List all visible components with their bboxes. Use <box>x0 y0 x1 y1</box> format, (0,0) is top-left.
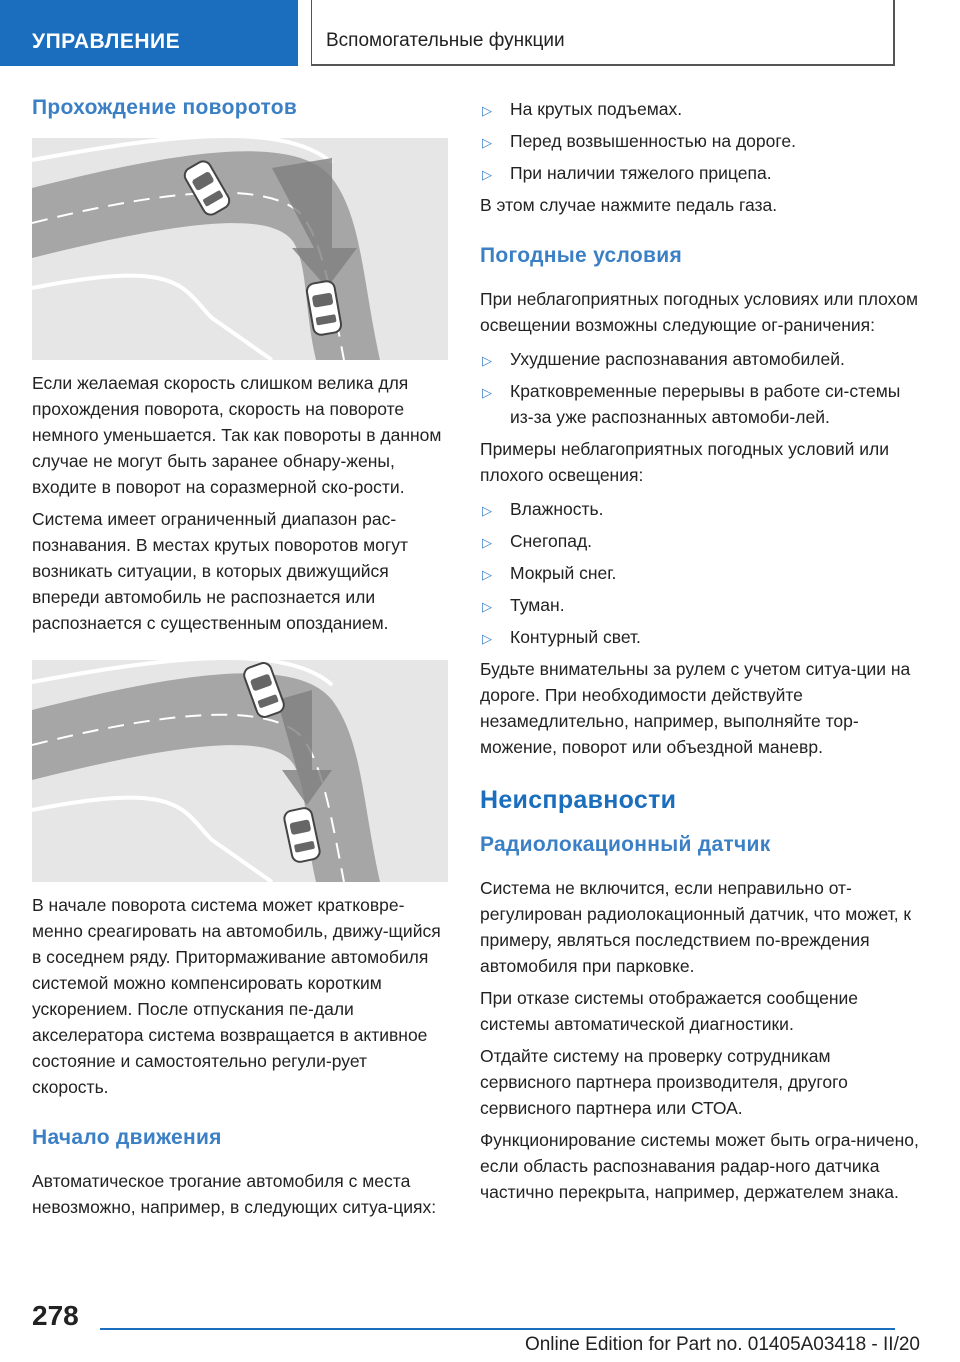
para-start: Автоматическое трогание автомобиля с места невозможно, например, в следующих ситуа-циях: <box>32 1171 437 1217</box>
page-header <box>0 0 960 66</box>
footer-divider <box>100 1328 895 1330</box>
list-weather-limits <box>480 346 920 430</box>
triangle-bullet-icon: ▷ <box>482 535 492 550</box>
triangle-bullet-icon: ▷ <box>482 135 492 150</box>
list-item: ▷ Мокрый снег. <box>480 560 920 586</box>
list-item: ▷ Влажность. <box>480 496 920 522</box>
para-curves-1: Если желаемая скорость слишком велика для прохождения поворота, скорость на повороте немного уменьшается. Так как повороты в данном случае не могут быть заранее обнару-жены, входите в поворот на соразмерной ско-рости. <box>32 373 442 497</box>
para-gas: В этом случае нажмите педаль газа. <box>480 195 778 215</box>
triangle-bullet-icon: ▷ <box>482 103 492 118</box>
list-item: ▷ Перед возвышенностью на дороге. <box>480 128 920 154</box>
triangle-bullet-icon: ▷ <box>482 599 492 614</box>
heading-start: Начало движения <box>32 1126 222 1149</box>
list-item: ▷ Контурный свет. <box>480 624 920 650</box>
right-column <box>480 96 920 1211</box>
para-examples: Примеры неблагоприятных погодных условий или плохого освещения: <box>480 439 890 485</box>
para-sensor-4: Функционирование системы может быть огра-ничено, если область распознавания радар-ного датчика частично перекрыта, например, держателем знака. <box>480 1130 919 1202</box>
para-sensor-2: При отказе системы отображается сообщение системы автоматической диагностики. <box>480 988 859 1034</box>
triangle-bullet-icon: ▷ <box>482 353 492 368</box>
para-attention: Будьте внимательны за рулем с учетом ситуа-ции на дороге. При необходимости действуйте незамедлительно, например, выполняйте тор-можение, поворот или объездной маневр. <box>480 659 911 757</box>
heading-curves: Прохождение поворотов <box>32 96 298 119</box>
triangle-bullet-icon: ▷ <box>482 631 492 646</box>
list-item: ▷ Ухудшение распознавания автомобилей. <box>480 346 920 372</box>
para-sensor-3: Отдайте систему на проверку сотрудникам сервисного партнера производителя, другого сервисного партнера или СТОА. <box>480 1046 848 1118</box>
page-footer <box>0 1290 960 1362</box>
list-item: ▷ Туман. <box>480 592 920 618</box>
para-weather: При неблагоприятных погодных условиях или плохом освещении возможны следующие ог-раничения: <box>480 289 918 335</box>
triangle-bullet-icon: ▷ <box>482 385 492 400</box>
curve-illustration-2 <box>32 660 448 882</box>
para-curves-2: Система имеет ограниченный диапазон рас-познавания. В местах крутых поворотов могут возникать ситуации, в которых движущийся впереди автомобиль не распознается или распознается с существенным опозданием. <box>32 509 409 633</box>
chapter-title: Вспомогательные функции <box>311 0 895 66</box>
list-item: ▷ Снегопад. <box>480 528 920 554</box>
triangle-bullet-icon: ▷ <box>482 567 492 582</box>
heading-sensor: Радиолокационный датчик <box>480 833 771 856</box>
heading-weather: Погодные условия <box>480 244 683 267</box>
heading-faults: Неисправности <box>480 786 677 814</box>
section-tab: УПРАВЛЕНИЕ <box>0 0 298 66</box>
edition-note: Online Edition for Part no. 01405A03418 - II/20 <box>524 1334 920 1355</box>
triangle-bullet-icon: ▷ <box>482 503 492 518</box>
list-item: ▷ Кратковременные перерывы в работе си-стемы из-за уже распознанных автомоби-лей. <box>482 381 901 427</box>
para-curves-3: В начале поворота система может кратковре-менно среагировать на автомобиль, движу-щийся в соседнем ряду. Притормаживание автомобиля системой можно компенсировать коротким ускорением. После отпускания пе-дали акселератора система возвращается в активное состояние и самостоятельно регули-рует скорость. <box>32 895 441 1097</box>
para-sensor-1: Система не включится, если неправильно от-регулирован радиолокационный датчик, что может, к примеру, являться последствием по-вреждения автомобиля при парковке. <box>480 878 912 976</box>
page-number: 278 <box>32 1300 79 1331</box>
list-item: ▷ При наличии тяжелого прицепа. <box>480 160 920 186</box>
list-start-situations <box>480 96 920 186</box>
left-column <box>32 96 448 1226</box>
list-weather-examples <box>480 496 920 650</box>
curve-illustration-1 <box>32 138 448 360</box>
triangle-bullet-icon: ▷ <box>482 167 492 182</box>
list-item: ▷ На крутых подъемах. <box>480 96 920 122</box>
